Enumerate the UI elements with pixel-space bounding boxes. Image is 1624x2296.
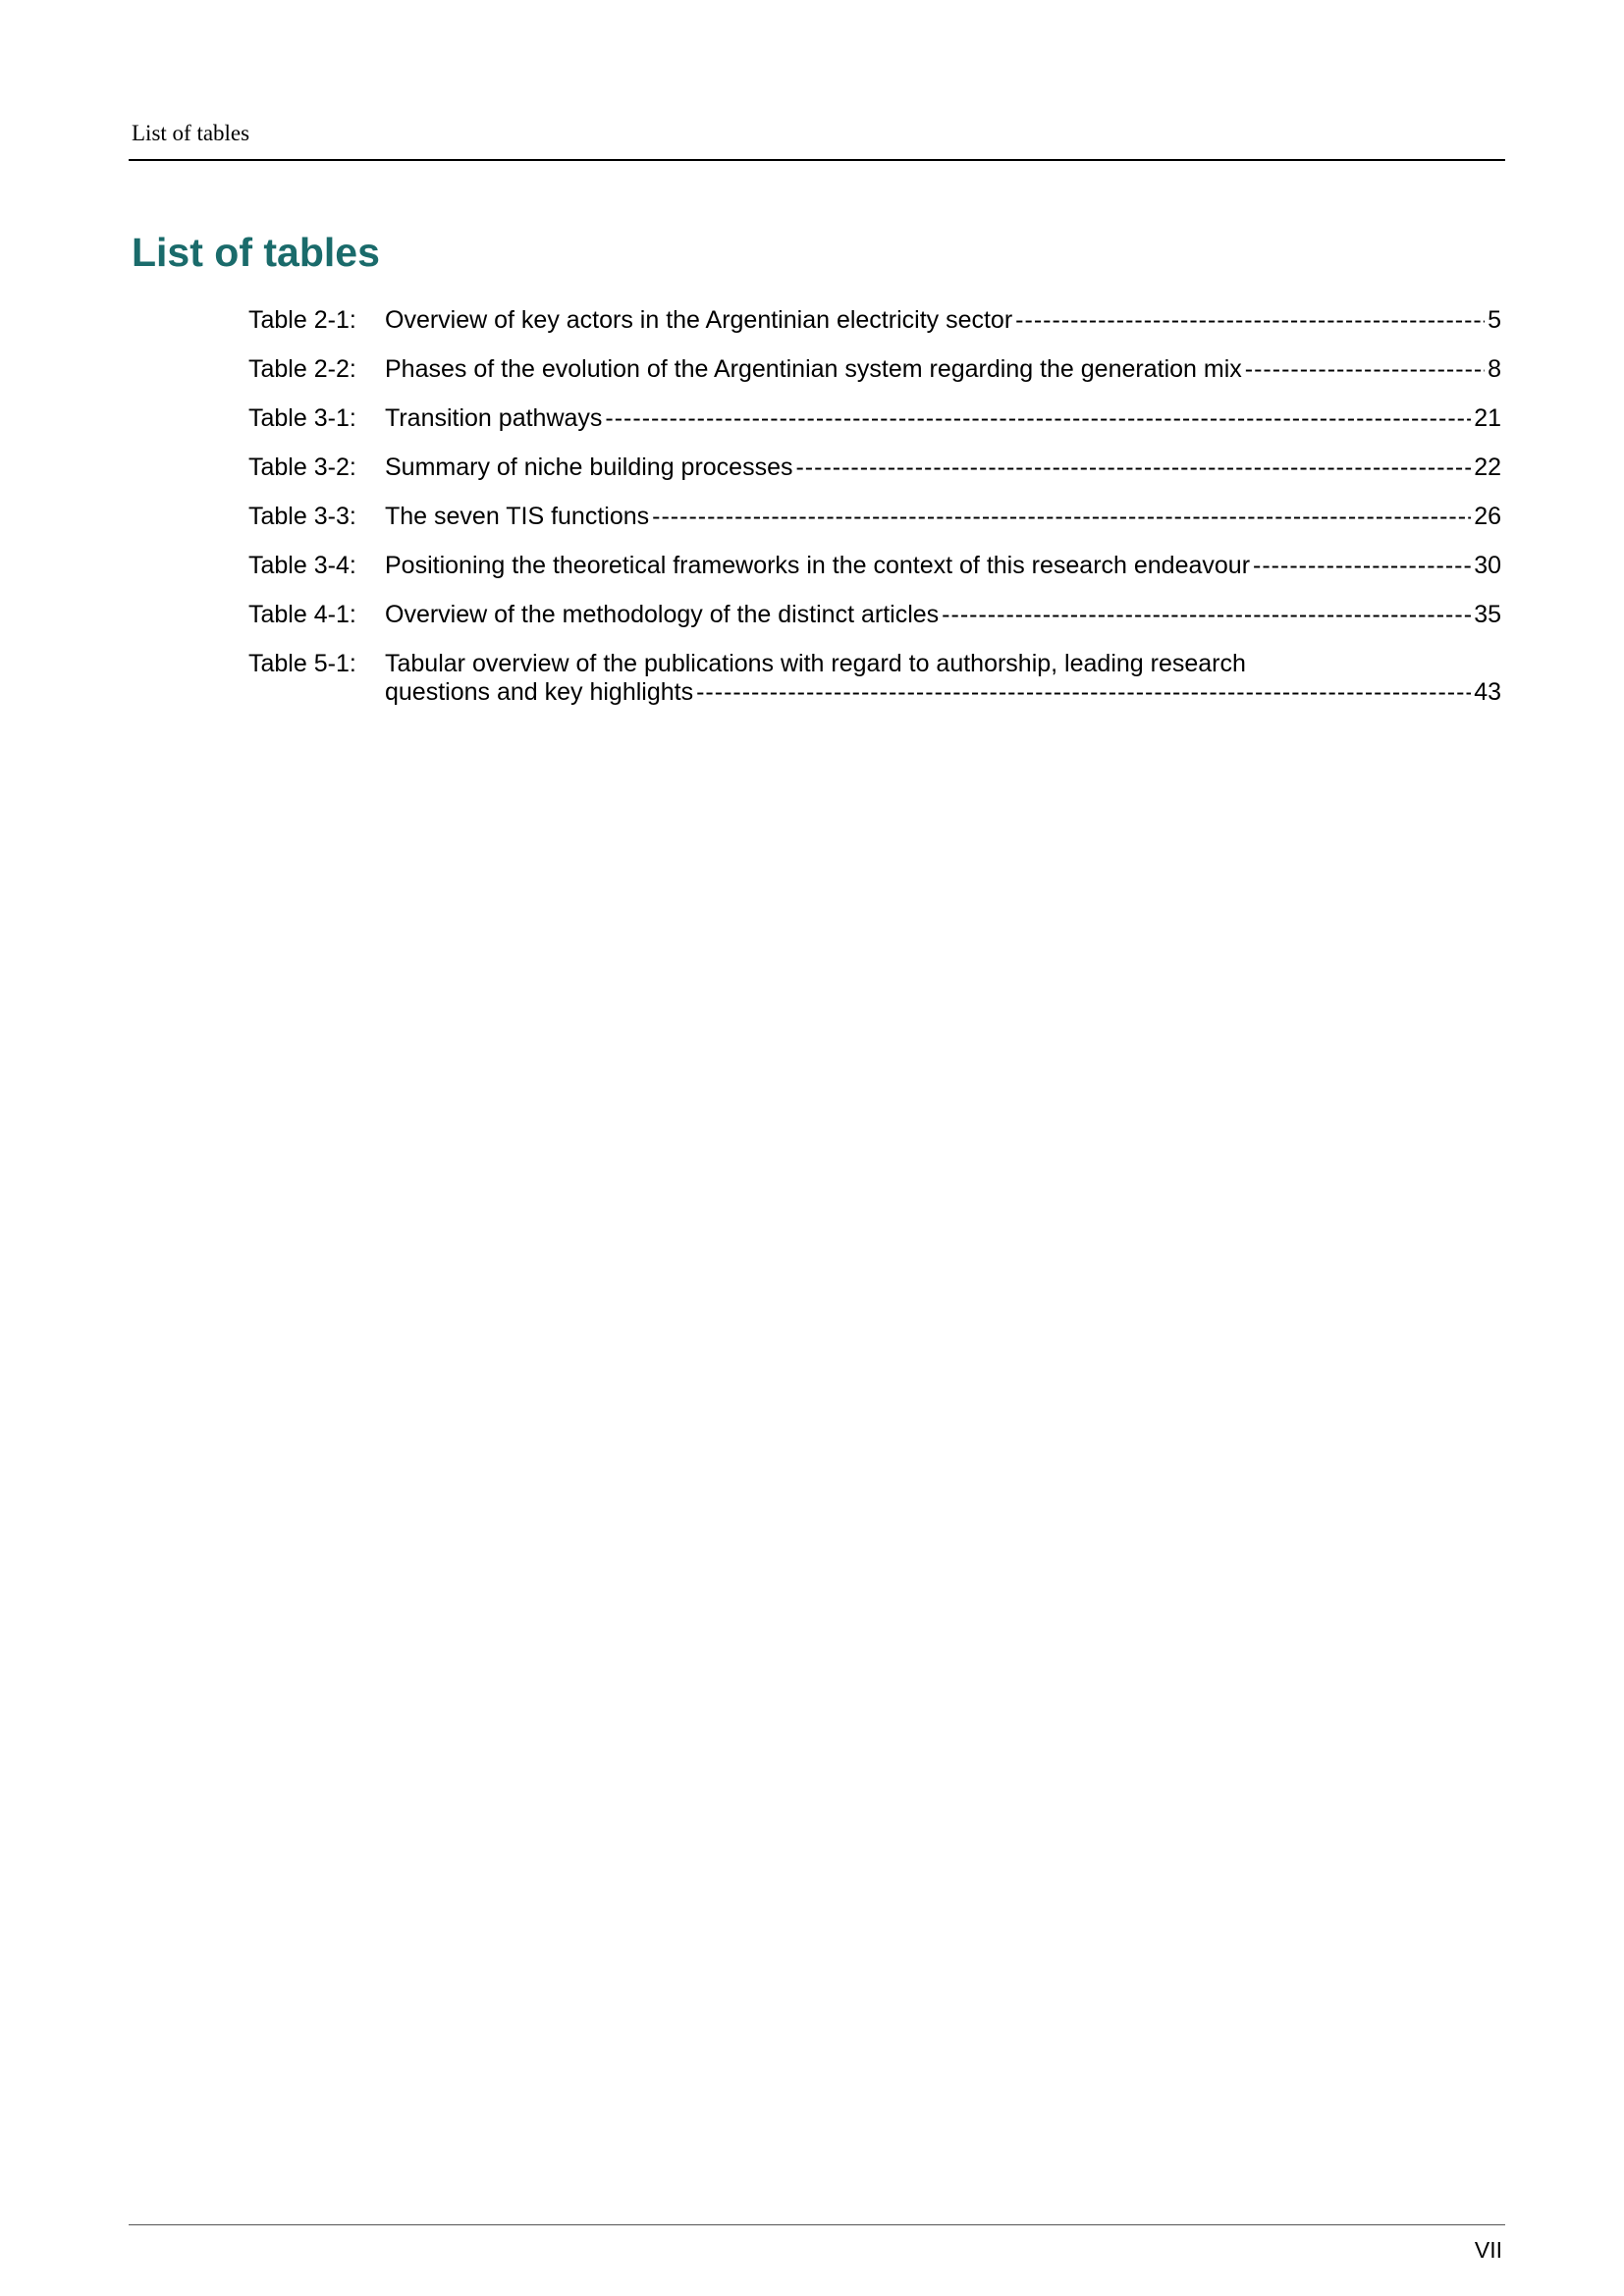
- header-divider: [129, 159, 1505, 161]
- toc-entry-page[interactable]: 22: [1474, 454, 1501, 481]
- running-header: List of tables: [132, 121, 250, 145]
- toc-entry-label: Table 3-3:: [248, 503, 356, 530]
- toc-entry[interactable]: [248, 355, 1501, 384]
- toc-entry-title[interactable]: Overview of the methodology of the distinct articles: [385, 601, 940, 628]
- toc-entry-title[interactable]: Overview of key actors in the Argentinian electricity sector: [385, 306, 1013, 334]
- footer-divider: [129, 2224, 1505, 2225]
- toc-entry-title[interactable]: Phases of the evolution of the Argentinian system regarding the generation mix: [385, 355, 1242, 383]
- toc-entry-page[interactable]: 30: [1474, 552, 1501, 579]
- toc-entry-label: Table 3-1:: [248, 404, 356, 432]
- toc-entry-label: Table 3-2:: [248, 454, 356, 481]
- toc-entry[interactable]: [248, 601, 1501, 629]
- list-of-tables: [248, 306, 1501, 727]
- toc-entry[interactable]: [248, 650, 1501, 707]
- toc-entry-label: Table 2-1:: [248, 306, 356, 334]
- toc-entry-label: Table 5-1:: [248, 650, 356, 677]
- dot-leader: [1015, 306, 1485, 335]
- toc-entry[interactable]: [248, 306, 1501, 335]
- toc-entry-label: Table 4-1:: [248, 601, 356, 628]
- toc-entry-label: Table 3-4:: [248, 552, 356, 579]
- toc-entry-page[interactable]: 43: [1474, 678, 1501, 706]
- toc-entry-title[interactable]: Positioning the theoretical frameworks in the context of this research endeavour: [385, 552, 1251, 579]
- dot-leader: [652, 503, 1471, 531]
- dot-leader: [1245, 355, 1485, 384]
- toc-entry-page[interactable]: 26: [1474, 503, 1501, 530]
- toc-entry-page[interactable]: 8: [1488, 355, 1501, 383]
- dot-leader: [795, 454, 1471, 482]
- page-title: List of tables: [132, 230, 380, 275]
- toc-entry[interactable]: [248, 404, 1501, 433]
- toc-entry-title[interactable]: The seven TIS functions: [385, 503, 650, 530]
- toc-entry-title-line-2[interactable]: questions and key highlights: [385, 678, 694, 706]
- toc-entry-page[interactable]: 5: [1488, 306, 1501, 334]
- toc-entry-title-line-1[interactable]: Tabular overview of the publications with regard to authorship, leading research: [385, 650, 1246, 677]
- toc-entry-title[interactable]: Summary of niche building processes: [385, 454, 793, 481]
- dot-leader: [696, 678, 1471, 707]
- toc-entry-label: Table 2-2:: [248, 355, 356, 383]
- toc-entry-page[interactable]: 21: [1474, 404, 1501, 432]
- dot-leader: [942, 601, 1471, 629]
- toc-entry[interactable]: [248, 503, 1501, 531]
- toc-entry-page[interactable]: 35: [1474, 601, 1501, 628]
- toc-entry[interactable]: [248, 552, 1501, 580]
- toc-entry-title[interactable]: Transition pathways: [385, 404, 603, 432]
- toc-entry[interactable]: [248, 454, 1501, 482]
- dot-leader: [1253, 552, 1471, 580]
- page-number: VII: [1474, 2237, 1502, 2263]
- dot-leader: [605, 404, 1471, 433]
